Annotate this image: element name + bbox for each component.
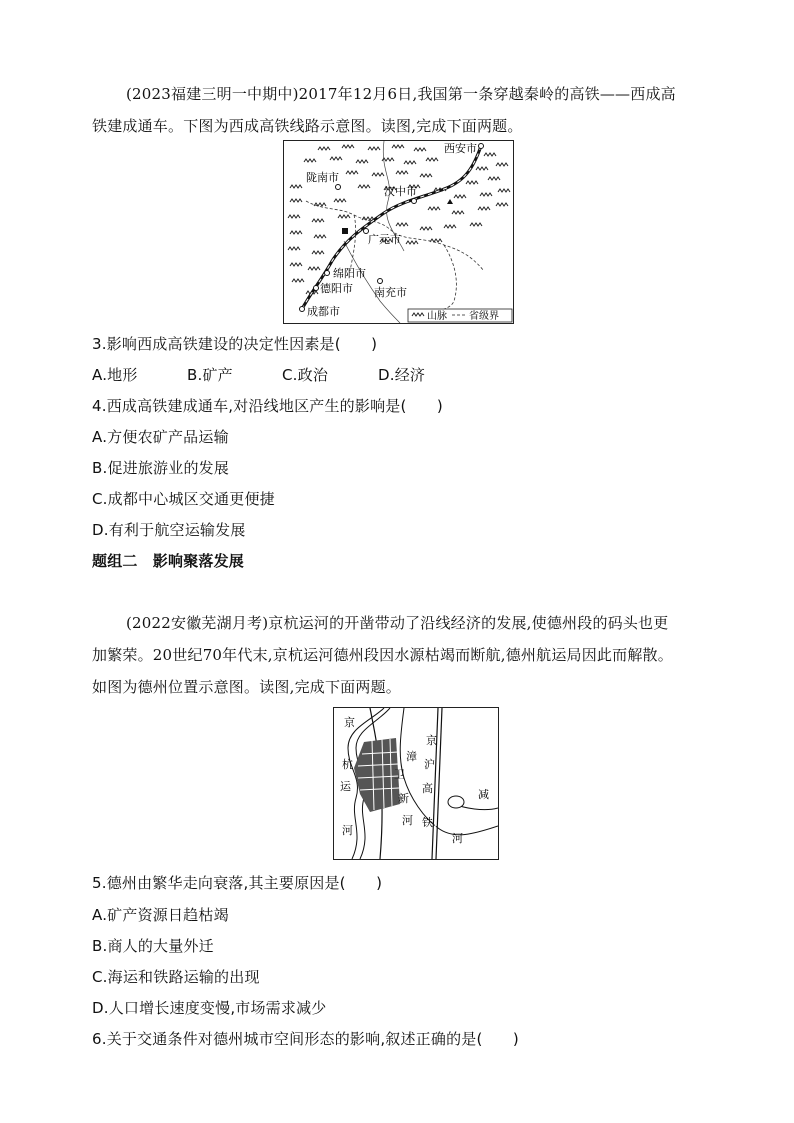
map-xicheng-hsr: [283, 140, 514, 324]
q3-option-a: A.地形: [92, 366, 138, 384]
nanchong-marker: [378, 279, 383, 284]
q6-stem: 6.关于交通条件对德州城市空间形态的影响,叙述正确的是( ): [92, 1030, 519, 1048]
map-xicheng-svg: [284, 141, 513, 323]
label-canal-4: 河: [342, 824, 353, 837]
q5-option-b: B.商人的大量外迁: [92, 937, 214, 955]
q3-option-b: B.矿产: [187, 366, 233, 384]
label-rail-3: 高: [422, 782, 433, 795]
label-rail-1: 京: [426, 734, 437, 747]
longnan-marker: [336, 185, 341, 190]
q4-option-c: C.成都中心城区交通更便捷: [92, 490, 275, 508]
label-rail-2: 沪: [424, 758, 435, 771]
square-marker: [342, 228, 348, 234]
q5-stem: 5.德州由繁华走向衰落,其主要原因是( ): [92, 874, 383, 892]
map-dezhou: [333, 707, 499, 860]
deyang-marker: [314, 286, 319, 291]
q5-option-d: D.人口增长速度变慢,市场需求减少: [92, 999, 327, 1017]
label-xian: 西安市: [444, 142, 477, 155]
label-mianyang: 绵阳市: [333, 267, 366, 280]
label-jian-2: 河: [452, 832, 463, 845]
label-zw-4: 河: [402, 814, 413, 827]
label-hanzhong: 汉中市: [384, 185, 417, 198]
xian-marker: [479, 144, 484, 149]
section-heading: 题组二 影响聚落发展: [92, 552, 245, 570]
intro1-line2: 铁建成通车。下图为西成高铁线路示意图。读图,完成下面两题。: [92, 117, 523, 135]
chengdu-marker: [300, 307, 305, 312]
label-chengdu: 成都市: [307, 305, 340, 318]
label-nanchong: 南充市: [374, 286, 407, 299]
peak-marker: [447, 199, 453, 204]
label-deyang: 德阳市: [320, 282, 353, 295]
q4-stem: 4.西成高铁建成通车,对沿线地区产生的影响是( ): [92, 397, 443, 415]
label-zw-1: 漳: [406, 750, 417, 763]
hanzhong-marker: [412, 199, 417, 204]
intro2-line3: 如图为德州位置示意图。读图,完成下面两题。: [92, 678, 401, 696]
mianyang-marker: [325, 271, 330, 276]
q5-option-a: A.矿产资源日趋枯竭: [92, 906, 229, 924]
label-zw-2: 卫: [394, 768, 405, 781]
map1-legend: [408, 309, 512, 322]
label-canal-1: 京: [344, 716, 355, 729]
intro2-line2: 加繁荣。20世纪70年代末,京杭运河德州段因水源枯竭而断航,德州航运局因此而解散。: [92, 646, 673, 664]
intro1-line1: (2023福建三明一中期中)2017年12月6日,我国第一条穿越秦岭的高铁——西成高: [126, 85, 676, 103]
q4-option-b: B.促进旅游业的发展: [92, 459, 230, 477]
q4-option-d: D.有利于航空运输发展: [92, 521, 246, 539]
intro2-line1: (2022安徽芜湖月考)京杭运河的开凿带动了沿线经济的发展,使德州段的码头也更: [126, 614, 669, 632]
map-dezhou-svg: [334, 708, 498, 859]
label-longnan: 陇南市: [306, 171, 339, 184]
q3-option-d: D.经济: [378, 366, 426, 384]
q3-option-c: C.政治: [282, 366, 329, 384]
label-canal-2: 杭: [342, 758, 353, 771]
label-canal-3: 运: [340, 780, 351, 793]
q5-option-c: C.海运和铁路运输的出现: [92, 968, 260, 986]
legend-mountain: 山脉: [427, 311, 447, 322]
q3-stem: 3.影响西成高铁建设的决定性因素是( ): [92, 335, 378, 353]
label-rail-4: 铁: [422, 816, 433, 829]
label-guangyuan: 广元市: [368, 233, 401, 246]
label-zw-3: 新: [398, 792, 409, 805]
legend-border: 省级界: [469, 311, 499, 322]
q4-option-a: A.方便农矿产品运输: [92, 428, 229, 446]
label-jian-1: 减: [478, 788, 489, 801]
mountain-symbols: [288, 145, 510, 294]
